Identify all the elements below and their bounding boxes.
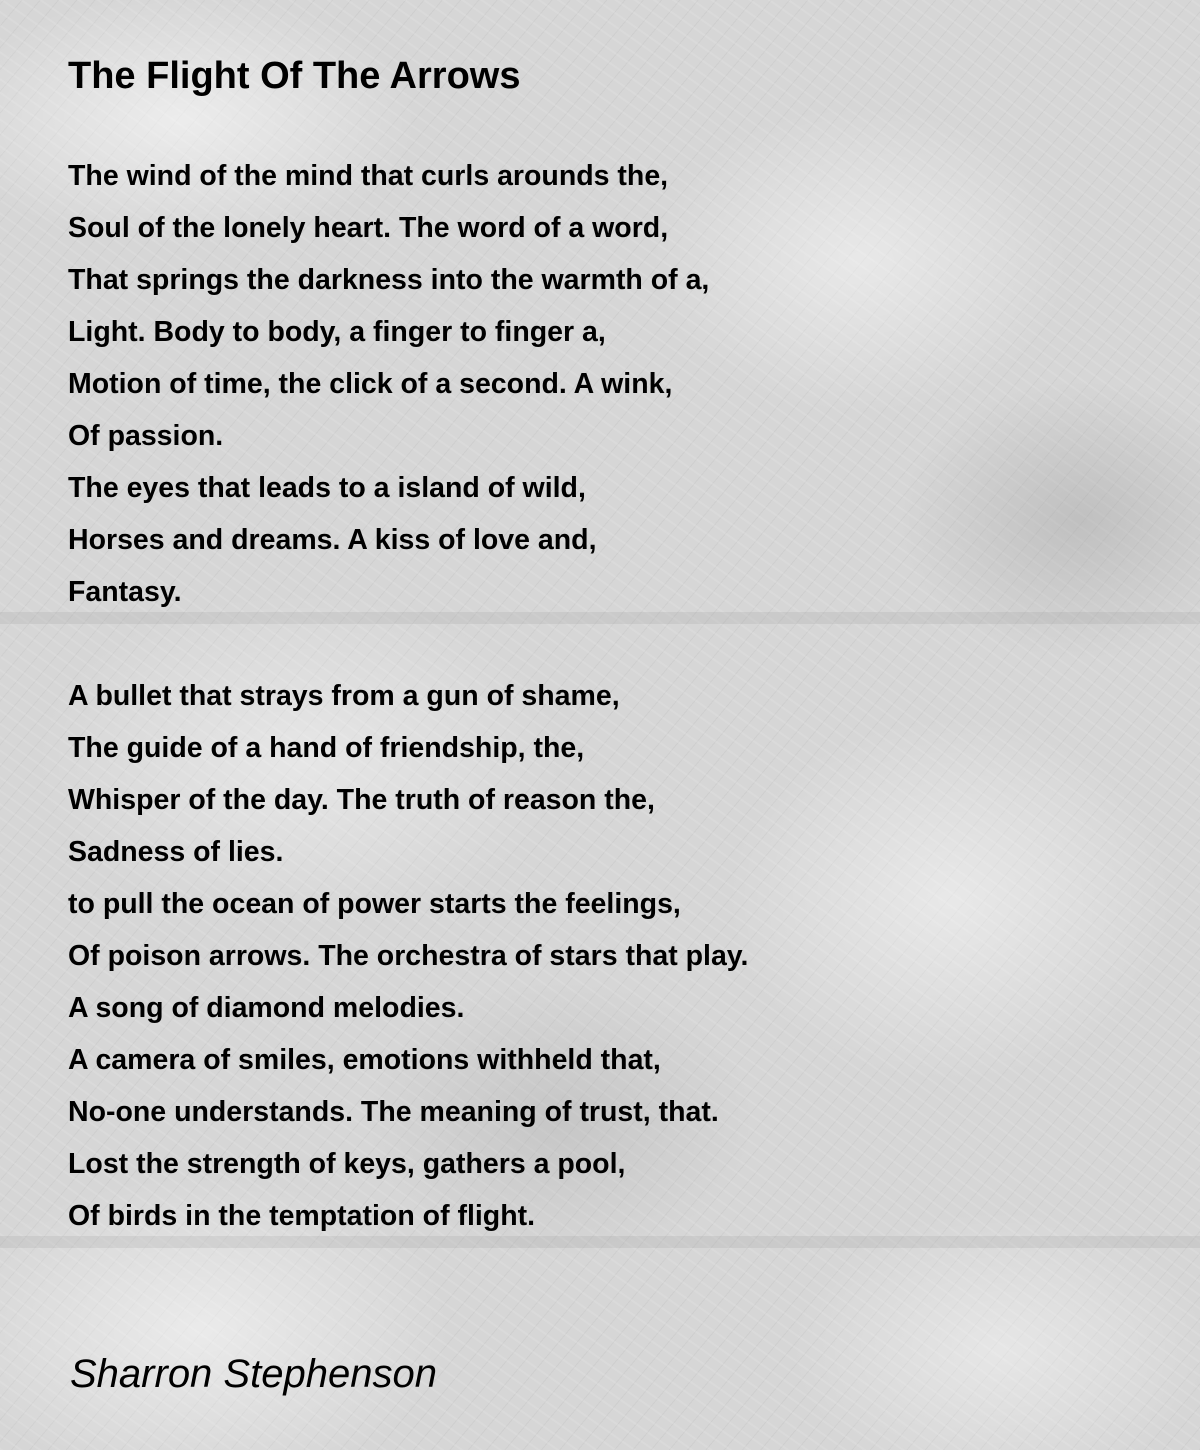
- poem-line: A bullet that strays from a gun of shame,: [68, 680, 620, 712]
- poem-line: Of passion.: [68, 420, 224, 452]
- poem-line: Fantasy.: [68, 576, 182, 608]
- stanza-1: [68, 150, 709, 618]
- poem-line: Of poison arrows. The orchestra of stars that play.: [68, 940, 749, 972]
- poem-line: to pull the ocean of power starts the feelings,: [68, 888, 681, 920]
- poem-line: A song of diamond melodies.: [68, 992, 465, 1024]
- poem-line: Horses and dreams. A kiss of love and,: [68, 524, 597, 556]
- poem-line: Lost the strength of keys, gathers a pool,: [68, 1148, 626, 1180]
- poem-title: The Flight Of The Arrows: [68, 55, 521, 97]
- poem-line: Of birds in the temptation of flight.: [68, 1200, 536, 1232]
- poem-line: The guide of a hand of friendship, the,: [68, 732, 585, 764]
- poem-line: No-one understands. The meaning of trust, that.: [68, 1096, 719, 1128]
- poem-line: Sadness of lies.: [68, 836, 284, 868]
- poem-line: Whisper of the day. The truth of reason the,: [68, 784, 655, 816]
- poem-line: The wind of the mind that curls arounds the,: [68, 160, 669, 192]
- poem-line: Motion of time, the click of a second. A wink,: [68, 368, 673, 400]
- poem-line: A camera of smiles, emotions withheld that,: [68, 1044, 661, 1076]
- stanza-2: [68, 670, 748, 1242]
- poem-line: Soul of the lonely heart. The word of a word,: [68, 212, 669, 244]
- poem-line: The eyes that leads to a island of wild,: [68, 472, 586, 504]
- poem-line: That springs the darkness into the warmth of a,: [68, 264, 710, 296]
- poem-line: Light. Body to body, a finger to finger a,: [68, 316, 606, 348]
- poem-author: Sharron Stephenson: [70, 1352, 437, 1396]
